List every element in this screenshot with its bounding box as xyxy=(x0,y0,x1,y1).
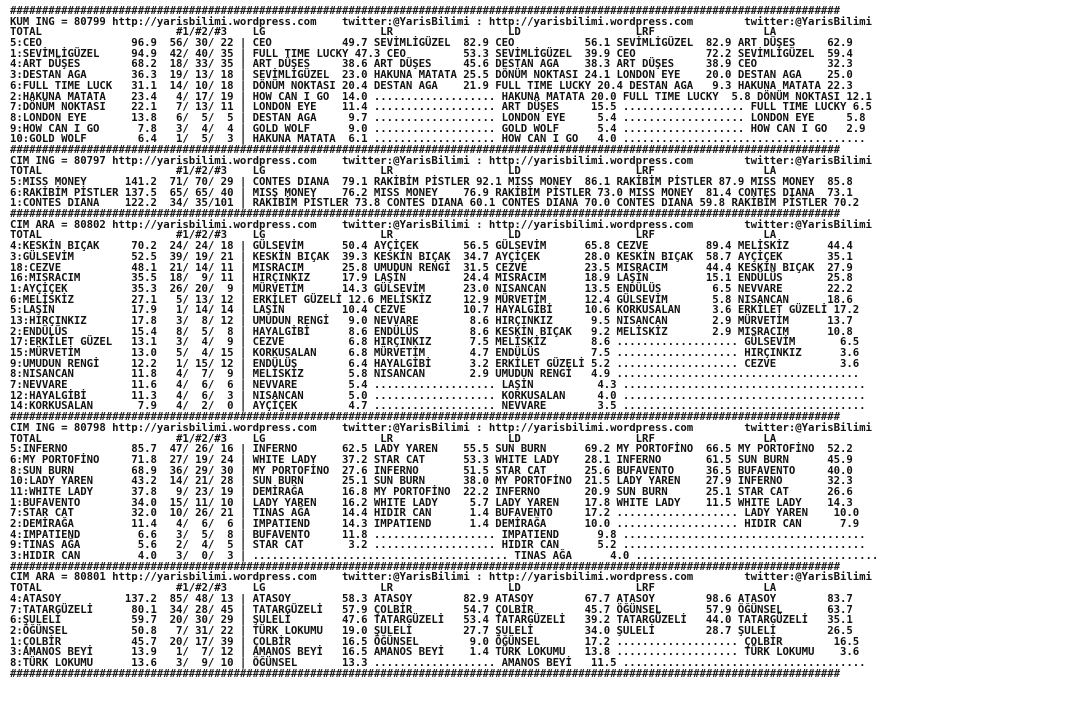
text-line: 13:HIRÇINKIZ 17.8 3/ 8/ 12 | UMUDUN RENGİ 9.0 NEVVARE 8.6 HIRÇINKIZ 9.5 NISANCAN 2.9 MÜRVETİM 13.7 xyxy=(10,313,853,327)
text-line: TOTAL #1/#2/#3 LG LR LD LRF LA xyxy=(10,431,777,445)
text-line: 10:LADY YAREN 43.2 14/ 21/ 28 | SUN BURN 25.1 SUN BURN 38.0 MY PORTOFİNO 21.5 LADY YAREN 27.9 INFERNO 32.3 xyxy=(10,474,853,488)
text-line: 6:MELİSKİZ 27.1 5/ 13/ 12 | ERKİLET GÜZELİ 12.6 MELİSKİZ 12.9 MÜRVETİM 12.4 GÜLSEVİM 5.8 NISANCAN 18.6 xyxy=(10,292,853,306)
text-line: 3:GÜLSEVİM 52.5 39/ 19/ 21 | KESKİN BIÇAK 39.3 KESKİN BIÇAK 34.7 AYÇİÇEK 28.0 KESKİN BIÇAK 58.7 AYÇİÇEK 35.1 xyxy=(10,249,853,263)
text-line: 14:KORKUSALAN 7.9 4/ 2/ 0 | AYÇİÇEK 4.7 ................... NEVVARE 3.5 ...................................... xyxy=(10,399,866,413)
text-line: 5:INFERNO 85.7 47/ 26/ 16 | INFERNO 62.5 LADY YAREN 55.5 SUN BURN 69.2 MY PORTOFİNO 66.5 MY PORTOFİNO 52.2 xyxy=(10,442,853,456)
text-line: 6:RAKİBİM PİSTLER 137.5 65/ 65/ 40 | MISS MONEY 76.2 MISS MONEY 76.9 RAKİBİM PİSTLER 73.0 MISS MONEY 81.4 CONTES DIANA 73.1 xyxy=(10,185,853,199)
text-line: 2:HAKUNA MATATA 23.4 4/ 17/ 19 | HOW CAN I GO 14.0 ................... HAKUNA MATATA 20.0 FULL TIME LUCKY 5.8 DÖNÜM NOKTASI 12.1 xyxy=(10,89,872,103)
text-line: 15:MÜRVETİM 13.0 5/ 4/ 15 | KORKUSALAN 6.8 MÜRVETİM 4.7 ENDÜLÜS 7.5 ................... HIRÇINKIZ 3.6 xyxy=(10,346,860,359)
text-line: 2:ÖĞÜNSEL 50.8 7/ 31/ 22 | TÜRK LOKUMU 19.0 ŞULELİ 27.7 ŞULELİ 34.0 ŞULELİ 28.7 ŞULELİ 26.5 xyxy=(10,623,853,637)
text-line: 7:STAR CAT 32.0 10/ 26/ 21 | TINAS AĞA 14.4 HIDIR CAN 1.4 BUFAVENTO 17.2 ................... LADY YAREN 10.0 xyxy=(10,506,860,520)
text-line: 11:WHITE LADY 37.8 9/ 23/ 19 | DEMİRAĞA 16.8 MY PORTOFİNO 22.2 INFERNO 20.9 SUN BURN 25.1 STAR CAT 26.6 xyxy=(10,484,853,498)
text-line: 4:IMPATIEND 6.6 3/ 5/ 8 | BUFAVENTO 11.8 ................... IMPATIEND 9.8 ...................................... xyxy=(10,527,866,541)
separator-line: ################################################################################################################################## xyxy=(10,4,840,17)
separator-line: ################################################################################################################################## xyxy=(10,410,840,424)
text-line: 8:LONDON EYE 13.8 6/ 5/ 5 | DESTAN AGA 9.7 ................... LONDON EYE 5.4 ................... LONDON EYE 5.8 xyxy=(10,110,866,124)
text-line: 4:ART DÜŞES 68.2 18/ 33/ 35 | ART DÜŞES 38.6 ART DÜŞES 45.6 DESTAN AGA 38.3 ART DÜŞES 38.9 CEO 32.3 xyxy=(10,57,853,71)
text-line: 5:CEO 96.9 56/ 30/ 22 | CEO 49.7 SEVİMLİGÜZEL 82.9 CEO 56.1 SEVİMLİGÜZEL 82.9 ART DÜŞES 62.9 xyxy=(10,36,853,50)
text-line: 7:DÖNÜM NOKTASI 22.1 7/ 13/ 11 | LONDON EYE 11.4 ................... ART DÜŞES 15.5 ................... FULL TIME LUCKY 6.5 xyxy=(10,100,872,114)
text-line: TOTAL #1/#2/#3 LG LR LD LRF LA xyxy=(10,164,777,178)
text-line: 3:DESTAN AGA 36.3 19/ 13/ 18 | SEVİMLİGÜZEL 23.0 HAKUNA MATATA 25.5 DÖNÜM NOKTASI 24.1 LONDON EYE 20.0 DESTAN AGA 25.0 xyxy=(10,68,853,82)
text-line: TOTAL #1/#2/#3 LG LR LD LRF LA xyxy=(10,25,777,39)
text-line: 2:DEMİRAĞA 11.4 4/ 6/ 6 | IMPATIEND 14.3 IMPATIEND 1.4 DEMİRAĞA 10.0 ................... HIDIR CAN 7.9 xyxy=(10,517,860,530)
text-line: TOTAL #1/#2/#3 LG LR LD LRF LA xyxy=(10,581,777,595)
text-line: 1:CONTES DIANA 122.2 34/ 35/101 | RAKİBİM PİSTLER 73.8 CONTES DIANA 60.1 CONTES DIANA 70.0 CONTES DIANA 59.8 RAKİBİM PİSTLER 70.2 xyxy=(10,196,860,210)
text-line: 3:HIDIR CAN 4.0 3/ 0/ 3 | ........................................ TINAS AĞA 4.0 ...................................... xyxy=(10,549,879,563)
text-line: 4:KESKİN BIÇAK 70.2 24/ 24/ 18 | GÜLSEVİM 50.4 AYÇİÇEK 56.5 GÜLSEVİM 65.8 CEZVE 89.4 MELİSKİZ 44.4 xyxy=(10,239,853,253)
text-line: TOTAL #1/#2/#3 LG LR LD LRF LA xyxy=(10,228,777,242)
text-line: 8:TÜRK LOKUMU 13.6 3/ 9/ 10 | ÖĞÜNSEL 13.3 ................... AMANOS BEYİ 11.5 ...................................... xyxy=(10,655,866,669)
text-line: CIM ARA = 80802 http://yarisbilimi.wordpress.com twitter:@YarisBilimi : http://yarisbilimi.wordpress.com twitter:@YarisBilimi xyxy=(10,217,872,231)
text-line: 5:LAŞİN 17.9 1/ 14/ 14 | LAŞİN 10.4 CEZVE 10.7 HAYALGİBİ 10.6 KORKUSALAN 3.6 ERKİLET GÜZELİ 17.2 xyxy=(10,303,860,317)
text-line: 7:TATARGÜZELİ 80.1 34/ 28/ 45 | TATARGÜZELİ 57.9 ÇOLBİR 54.7 ÇOLBİR 45.7 ÖĞÜNSEL 57.9 ÖĞÜNSEL 63.7 xyxy=(10,602,853,616)
text-line: 6:MY PORTOFİNO 71.8 27/ 19/ 24 | WHITE LADY 37.2 STAR CAT 53.3 WHITE LADY 28.1 INFERNO 61.5 SUN BURN 45.9 xyxy=(10,452,853,466)
text-line: CIM ING = 80798 http://yarisbilimi.wordpress.com twitter:@YarisBilimi : http://yarisbilimi.wordpress.com twitter:@YarisBilimi xyxy=(10,420,872,434)
text-line: 1:SEVİMLİGÜZEL 94.9 42/ 40/ 35 | FULL TIME LUCKY 47.3 CEO 53.3 SEVİMLİGÜZEL 39.9 CEO 72.2 SEVİMLİGÜZEL 59.4 xyxy=(10,46,853,60)
text-line: 9:HOW CAN I GO 7.8 3/ 4/ 4 | GOLD WOLF 9.0 ................... GOLD WOLF 5.4 ................... HOW CAN I GO 2.9 xyxy=(10,121,866,135)
text-line: 17:ERKİLET GÜZEL 13.1 3/ 4/ 9 | CEZVE 6.8 HIRÇINKIZ 7.5 MELİSKİZ 8.6 ................... GÜLSEVİM 6.5 xyxy=(10,335,860,349)
text-line: 2:ENDÜLÜS 15.4 8/ 5/ 8 | HAYALGİBİ 8.6 ENDÜLÜS 8.6 KESKİN BIÇAK 9.2 MELİSKİZ 2.9 MISRACIM 10.8 xyxy=(10,324,853,338)
text-line: 18:CEZVE 48.1 21/ 14/ 11 | MISRACIM 25.8 UMUDUN RENGİ 31.5 CEZVE 23.5 MISRACIM 44.4 KESKİN BIÇAK 27.9 xyxy=(10,260,853,274)
text-line: 1:AYÇİÇEK 35.3 26/ 20/ 9 | MÜRVETİM 14.3 GÜLSEVİM 23.0 NISANCAN 13.5 ENDÜLÜS 6.5 NEVVARE 22.2 xyxy=(10,281,853,295)
text-line: CIM ING = 80797 http://yarisbilimi.wordpress.com twitter:@YarisBilimi : http://yarisbilimi.wordpress.com twitter:@YarisBilimi xyxy=(10,153,872,167)
text-line: 5:MISS MONEY 141.2 71/ 70/ 29 | CONTES DIANA 79.1 RAKİBİM PİSTLER 92.1 MISS MONEY 86.1 RAKİBİM PİSTLER 87.9 MISS MONEY 85.8 xyxy=(10,175,853,188)
text-line: 6:ŞULELİ 59.7 20/ 30/ 29 | ŞULELİ 47.6 TATARGÜZELİ 53.4 TATARGÜZELİ 39.2 TATARGÜZELİ 44.0 TATARGÜZELİ 35.1 xyxy=(10,613,853,627)
text-line: KUM ING = 80799 http://yarisbilimi.wordpress.com twitter:@YarisBilimi : http://yarisbilimi.wordpress.com twitter:@YarisBilimi xyxy=(10,14,872,28)
text-line: 1:ÇOLBİR 45.7 20/ 17/ 39 | ÇOLBİR 16.5 ÖĞÜNSEL 9.0 ÖĞÜNSEL 17.2 ................... ÇOLBİR 16.5 xyxy=(10,634,860,648)
text-line: CIM ARA = 80801 http://yarisbilimi.wordpress.com twitter:@YarisBilimi : http://yarisbilimi.wordpress.com twitter:@YarisBilimi xyxy=(10,570,872,584)
text-line: 4:ATASOY 137.2 85/ 48/ 13 | ATASOY 58.3 ATASOY 82.9 ATASOY 67.7 ATASOY 98.6 ATASOY 83.7 xyxy=(10,591,853,605)
text-line: 6:FULL TIME LUCK 31.1 14/ 10/ 18 | DÖNÜM NOKTASI 20.4 DESTAN AGA 21.9 FULL TIME LUCKY 20.4 DESTAN AGA 9.3 HAKUNA MATATA 22.3 xyxy=(10,78,853,92)
separator-line: ################################################################################################################################## xyxy=(10,142,840,156)
text-line: 9:TINAS AĞA 5.6 2/ 4/ 5 | STAR CAT 3.2 ................... HIDIR CAN 5.2 ...................................... xyxy=(10,538,866,552)
text-line: 8:NISANCAN 11.8 4/ 7/ 9 | MELİSKİZ 5.8 NISANCAN 2.9 UMUDUN RENGİ 4.9 ...................................... xyxy=(10,367,860,381)
separator-line: ################################################################################################################################## xyxy=(10,666,840,680)
text-line: 16:MISRACIM 35.5 18/ 9/ 11 | HIRÇINKIZ 17.9 LAŞİN 24.4 MISRACIM 18.9 LAŞİN 15.1 ENDÜLÜS 25.8 xyxy=(10,271,853,285)
text-line: 8:SUN BURN 68.9 36/ 29/ 30 | MY PORTOFİNO 27.6 INFERNO 51.5 STAR CAT 25.6 BUFAVENTO 36.5 BUFAVENTO 40.0 xyxy=(10,463,853,477)
text-line: 12:HAYALGİBİ 11.3 4/ 6/ 3 | NISANCAN 5.0 ................... KORKUSALAN 4.0 ...................................... xyxy=(10,388,866,402)
text-line: 9:UMUDUN RENGİ 12.2 1/ 15/ 12 | ENDÜLÜS 6.4 HAYALGİBİ 3.2 ERKİLET GÜZELİ 5.2 ................... CEZVE 3.6 xyxy=(10,356,860,370)
separator-line: ################################################################################################################################## xyxy=(10,207,840,221)
text-line: 10:GOLD WOLF 6.4 1/ 5/ 3 | HAKUNA MATATA 6.1 ................... HOW CAN I GO 4.0 ...................................... xyxy=(10,132,866,146)
text-line: 7:NEVVARE 11.6 4/ 6/ 6 | NEVVARE 5.4 ................... LAŞİN 4.3 ...................................... xyxy=(10,378,866,392)
text-line: 1:BUFAVENTO 34.0 15/ 11/ 10 | LADY YAREN 16.2 WHITE LADY 5.7 LADY YAREN 17.8 WHITE LADY 11.5 WHITE LADY 14.3 xyxy=(10,495,853,509)
separator-line: ################################################################################################################################## xyxy=(10,559,840,573)
text-line: 3:AMANOS BEYİ 13.9 1/ 7/ 12 | AMANOS BEYİ 16.5 AMANOS BEYİ 1.4 TÜRK LOKUMU 13.8 ................... TÜRK LOKUMU 3.6 xyxy=(10,645,860,659)
